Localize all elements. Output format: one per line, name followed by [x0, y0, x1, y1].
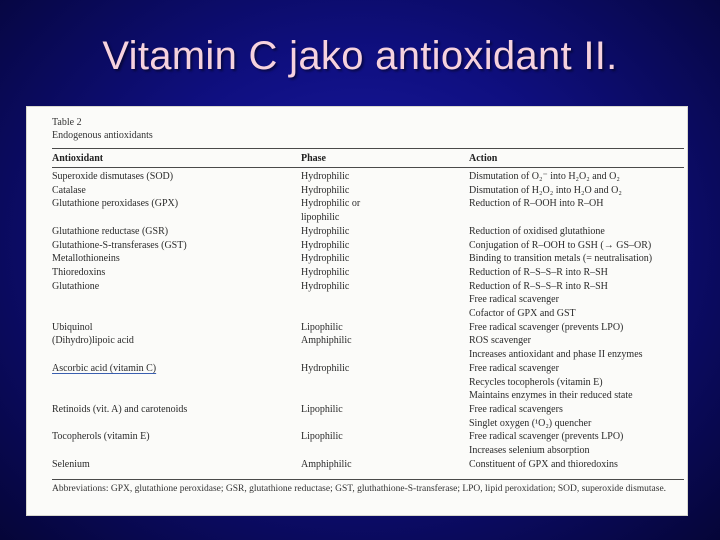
- cell-antioxidant: Catalase: [52, 184, 86, 196]
- cell-antioxidant: Thioredoxins: [52, 266, 106, 278]
- cell-action: Singlet oxygen (¹O₂) quencher: [469, 417, 592, 429]
- cell-action: Cofactor of GPX and GST: [469, 308, 576, 319]
- table-caption: Endogenous antioxidants: [52, 130, 153, 141]
- cell-phase: Lipophilic: [301, 431, 343, 443]
- cell-phase: Lipophilic: [301, 321, 343, 333]
- cell-action: Free radical scavenger: [469, 294, 559, 306]
- cell-phase: Lipophilic: [301, 403, 343, 415]
- column-header-phase: Phase: [301, 153, 326, 164]
- cell-phase: Hydrophilic: [301, 253, 350, 265]
- cell-action: Free radical scavenger (prevents LPO): [469, 431, 624, 443]
- table-image: [26, 106, 688, 516]
- cell-action: Recycles tocopherols (vitamin E): [469, 376, 603, 388]
- cell-antioxidant: Retinoids (vit. A) and carotenoids: [52, 403, 188, 415]
- cell-phase: Hydrophilic: [301, 171, 350, 182]
- column-header-antioxidant: Antioxidant: [52, 153, 104, 164]
- cell-antioxidant: Glutathione-S-transferases (GST): [52, 239, 187, 251]
- cell-phase: Amphiphilic: [301, 458, 352, 470]
- cell-action: Dismutation of H₂O₂ into H₂O and O₂: [469, 184, 622, 196]
- cell-antioxidant: Selenium: [52, 458, 90, 470]
- cell-antioxidant: Glutathione peroxidases (GPX): [52, 198, 179, 210]
- cell-action: Free radical scavenger (prevents LPO): [469, 321, 624, 333]
- table-heading: [52, 116, 153, 142]
- cell-action: Binding to transition metals (= neutralisation): [469, 253, 653, 265]
- cell-action: Maintains enzymes in their reduced state: [469, 390, 633, 402]
- cell-action: Free radical scavenger: [469, 362, 559, 374]
- cell-action: Increases antioxidant and phase II enzymes: [469, 349, 643, 361]
- top-rule: [52, 148, 684, 149]
- cell-phase: Amphiphilic: [301, 335, 352, 347]
- cell-action: Reduction of oxidised glutathione: [469, 225, 605, 237]
- cell-antioxidant: Superoxide dismutases (SOD): [52, 171, 174, 182]
- bottom-rule: [52, 479, 684, 480]
- cell-action: Reduction of R–OOH into R–OH: [469, 198, 604, 210]
- cell-antioxidant: Tocopherols (vitamin E): [52, 431, 150, 443]
- cell-action: Increases selenium absorption: [469, 445, 590, 456]
- cell-phase: Hydrophilic: [301, 184, 350, 196]
- abbreviations-note: Abbreviations: GPX, glutathione peroxidase; GSR, glutathione reductase; GST, gluthathione-S-transferase; LPO, lipid peroxidation; SOD, superoxide dismutase.: [52, 484, 667, 494]
- cell-action: Free radical scavengers: [469, 403, 563, 415]
- cell-phase: Hydrophilic or: [301, 198, 361, 210]
- cell-phase: Hydrophilic: [301, 362, 350, 374]
- cell-phase: Hydrophilic: [301, 225, 350, 237]
- cell-action: Dismutation of O₂⁻ into H₂O₂ and O₂: [469, 171, 620, 182]
- cell-phase: Hydrophilic: [301, 280, 350, 292]
- header-rule: [52, 167, 684, 168]
- cell-action: Constituent of GPX and thioredoxins: [469, 458, 618, 470]
- cell-action: Reduction of R–S–S–R into R–SH: [469, 266, 608, 278]
- cell-antioxidant: Glutathione reductase (GSR): [52, 225, 169, 237]
- cell-phase: Hydrophilic: [301, 239, 350, 251]
- cell-antioxidant: Metallothioneins: [52, 253, 120, 265]
- cell-action: ROS scavenger: [469, 335, 531, 347]
- cell-antioxidant: Ubiquinol: [52, 321, 93, 333]
- cell-action: Reduction of R–S–S–R into R–SH: [469, 280, 608, 292]
- cell-antioxidant: (Dihydro)lipoic acid: [52, 335, 134, 347]
- cell-phase: Hydrophilic: [301, 266, 350, 278]
- slide-title: Vitamin C jako antioxidant II.: [102, 34, 618, 78]
- cell-phase: lipophilic: [301, 212, 340, 224]
- cell-antioxidant: Ascorbic acid (vitamin C): [52, 362, 157, 374]
- cell-antioxidant: Glutathione: [52, 280, 100, 292]
- column-header-action: Action: [469, 153, 498, 164]
- cell-action: Conjugation of R–OOH to GSH (→ GS–OR): [469, 239, 652, 251]
- table-label: Table 2: [52, 117, 82, 128]
